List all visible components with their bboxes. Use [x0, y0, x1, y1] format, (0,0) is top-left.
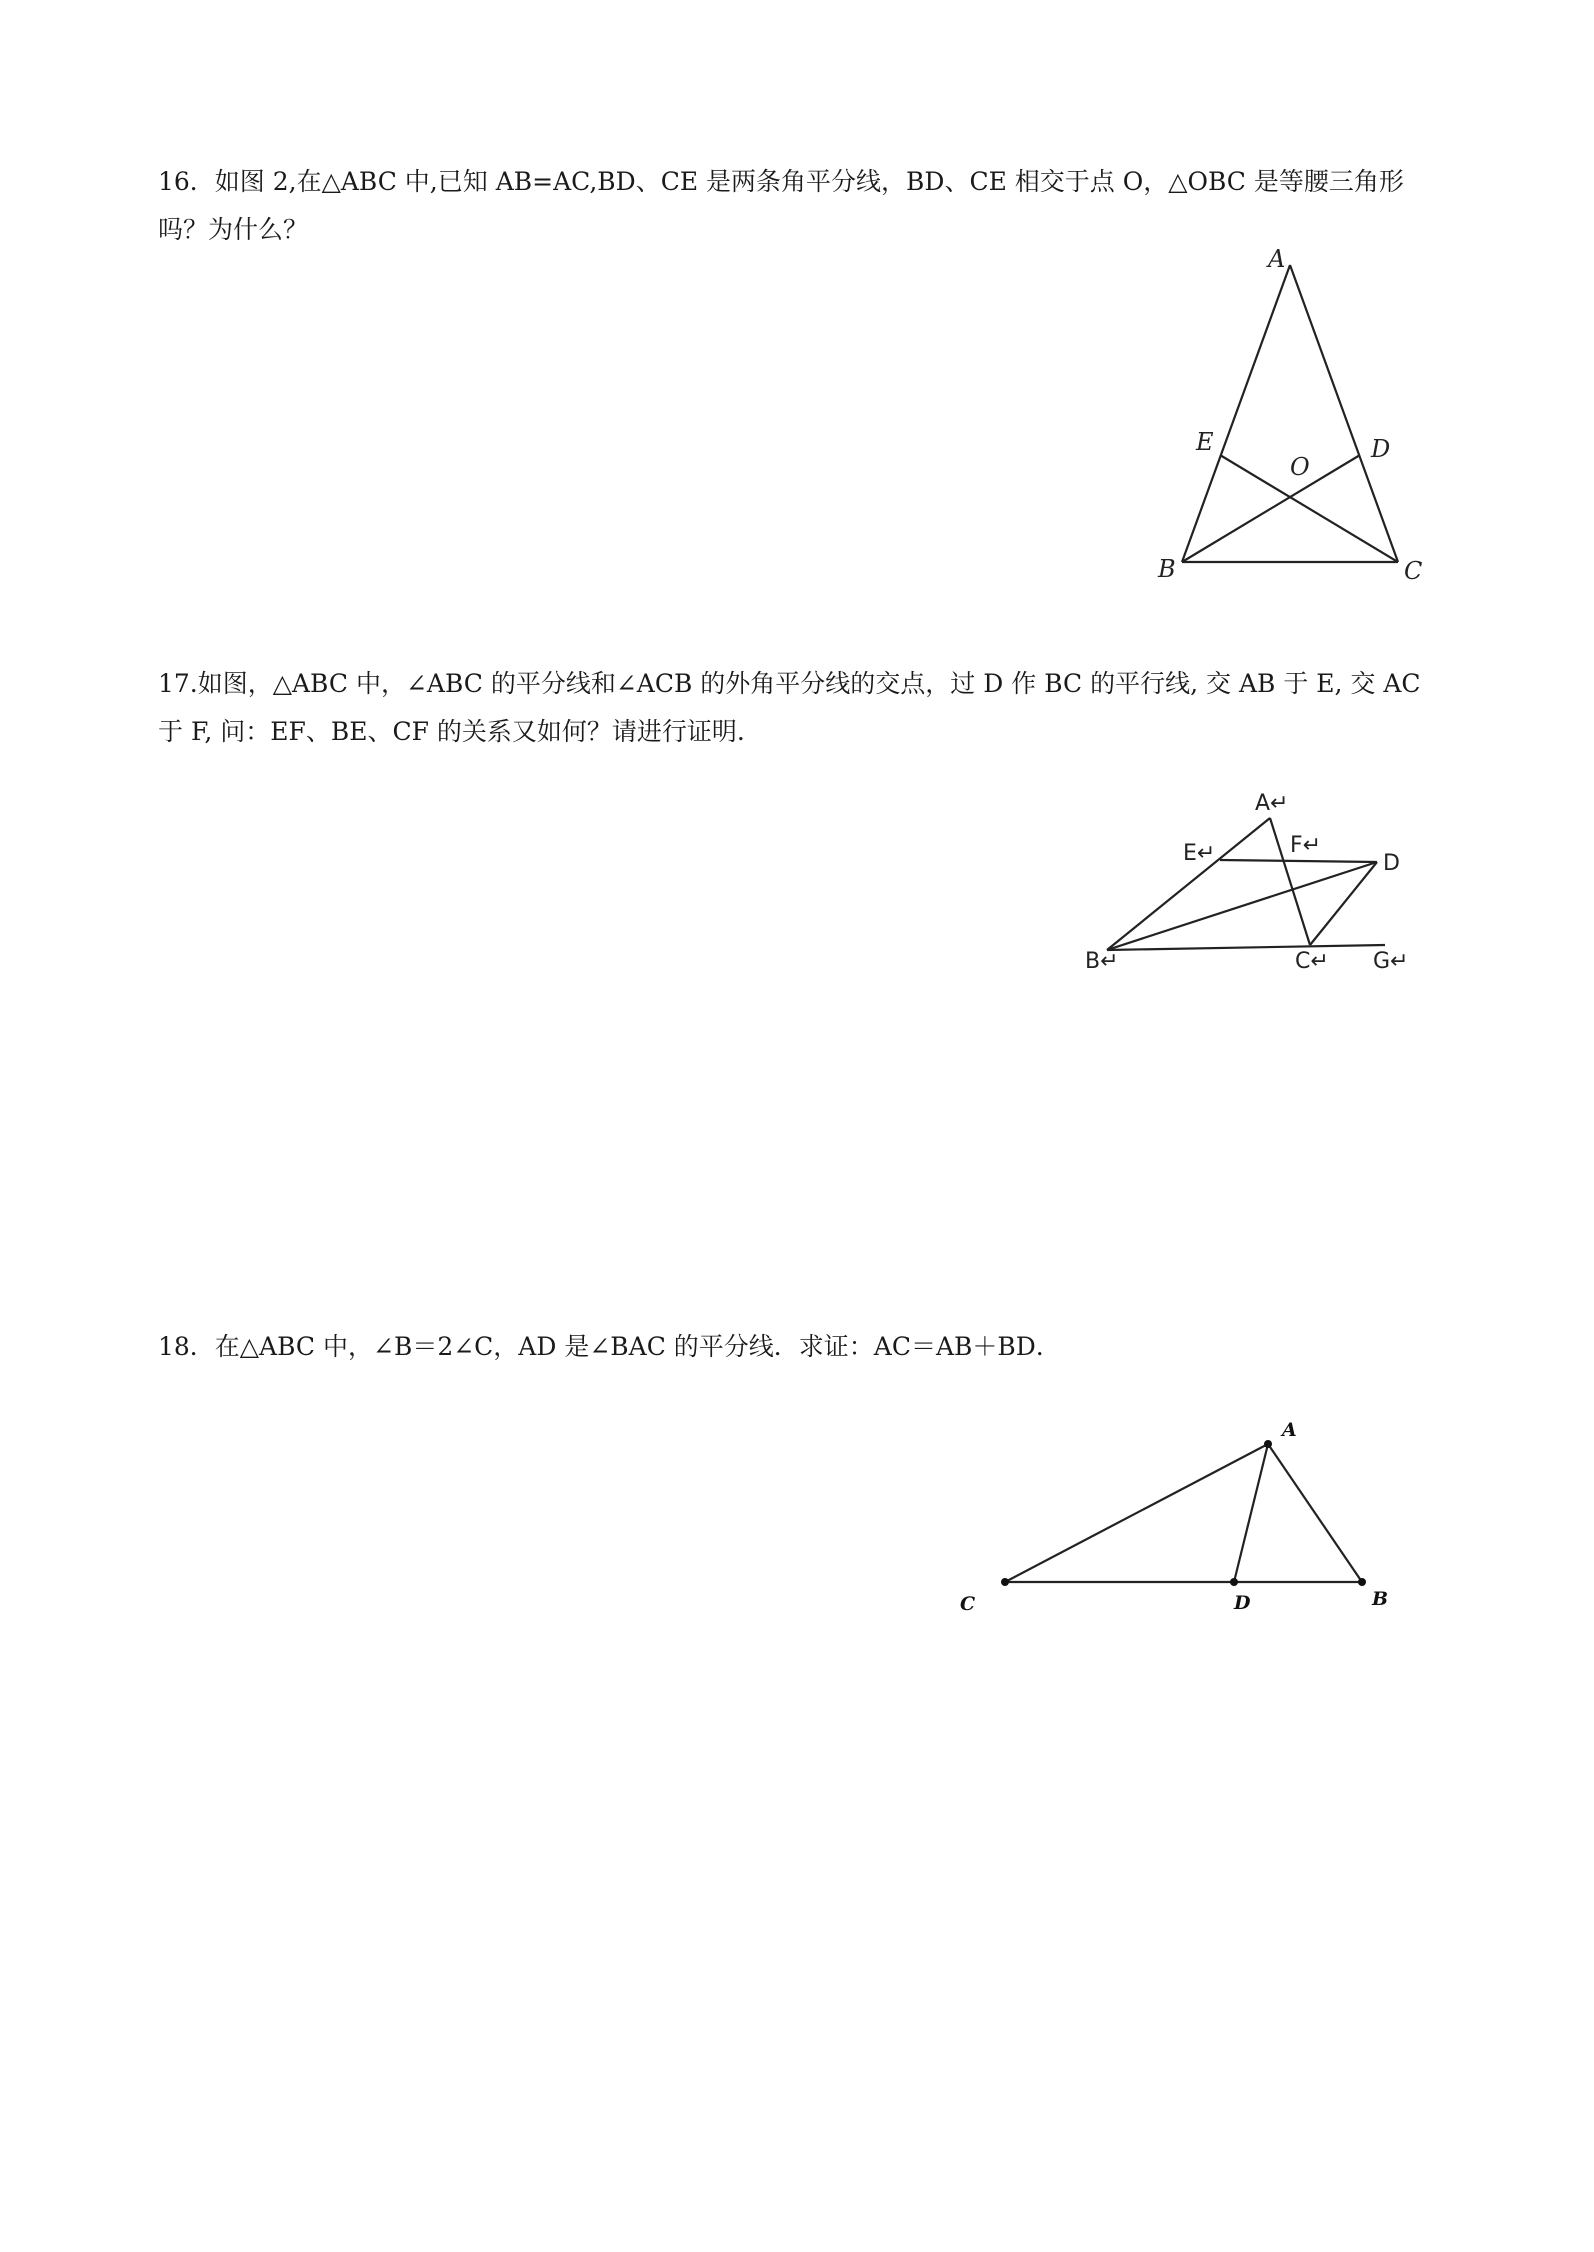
label-A: A↵: [1255, 791, 1289, 816]
question-17-text: 17.如图，△ABC 中，∠ABC 的平分线和∠ACB 的外角平分线的交点，过 D 作 BC 的平行线, 交 AB 于 E, 交 AC 于 F, 问：EF、BE、CF 的关系又如何？请进行证明.: [158, 669, 1421, 746]
segment-AB: [1268, 1444, 1362, 1582]
label-A: A: [1282, 1419, 1297, 1441]
segment-BG: [1107, 945, 1385, 950]
label-B: B: [1372, 1588, 1389, 1610]
segment-AB: [1182, 265, 1290, 562]
segment-CD: [1310, 862, 1377, 945]
point-D: [1230, 1578, 1238, 1586]
segment-BD: [1182, 455, 1360, 562]
label-C: C↵: [1295, 949, 1329, 974]
figure-17-angle-bisectors: [1085, 780, 1415, 980]
figure-18-triangle-bisector: [940, 1400, 1400, 1620]
figure-16-isosceles-triangle: [1140, 245, 1450, 590]
point-B: [1358, 1578, 1366, 1586]
label-O: O: [1290, 453, 1310, 481]
segment-AD: [1234, 1444, 1268, 1582]
label-A: A: [1268, 245, 1286, 273]
label-B: B: [1158, 555, 1176, 583]
label-C: C: [960, 1593, 976, 1615]
segment-ED: [1220, 860, 1377, 862]
point-C: [1001, 1578, 1009, 1586]
label-D: D: [1383, 851, 1400, 876]
label-C: C: [1404, 557, 1423, 585]
label-D: D: [1234, 1592, 1251, 1614]
segment-BD: [1107, 862, 1377, 950]
label-B: B↵: [1085, 949, 1119, 974]
question-16-text: 16．如图 2,在△ABC 中,已知 AB=AC,BD、CE 是两条角平分线，BD、CE 相交于点 O，△OBC 是等腰三角形吗？为什么？: [158, 167, 1404, 244]
question-18-text: 18．在△ABC 中，∠B＝2∠C，AD 是∠BAC 的平分线．求证：AC＝AB＋BD．: [158, 1332, 1061, 1361]
segment-BA: [1107, 818, 1270, 950]
segment-AC: [1290, 265, 1398, 562]
label-D: D: [1371, 435, 1391, 463]
segment-CA: [1005, 1444, 1268, 1582]
label-F: F↵: [1290, 833, 1322, 858]
label-E: E: [1196, 428, 1214, 456]
label-G: G↵: [1373, 949, 1409, 974]
point-A: [1264, 1440, 1272, 1448]
label-E: E↵: [1183, 841, 1216, 866]
